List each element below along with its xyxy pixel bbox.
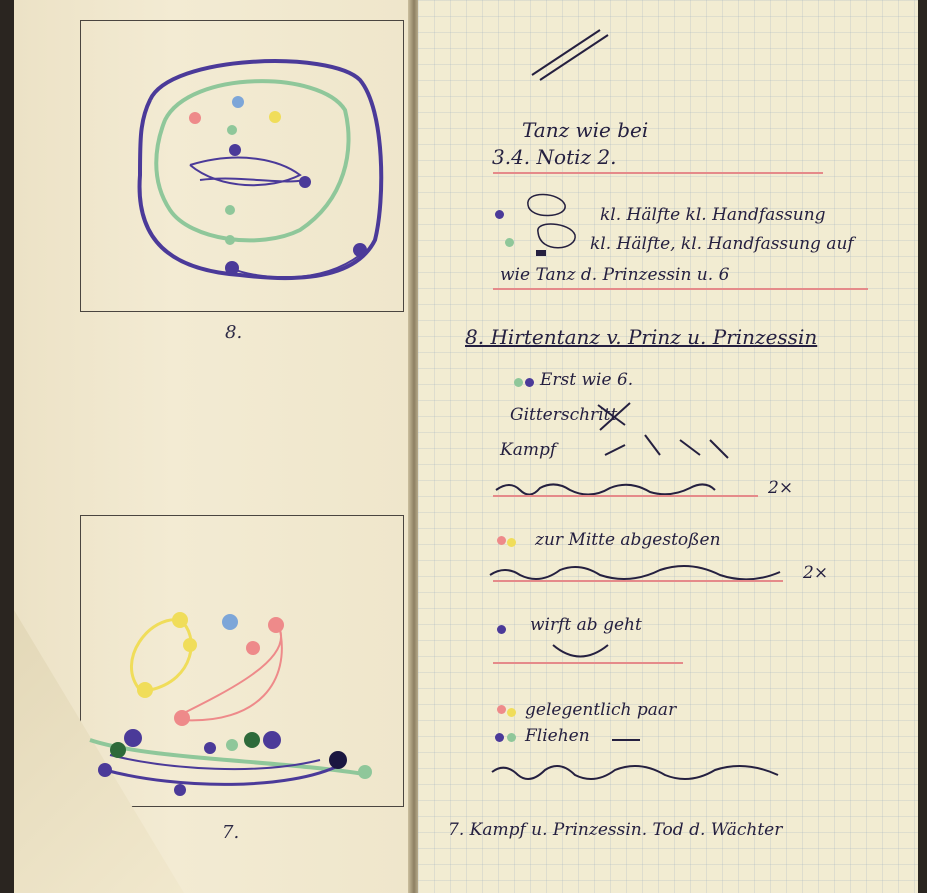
violet-dot [497,625,506,634]
section-8-title: 8. Hirtentanz v. Prinz u. Prinzessin [465,325,818,349]
red-rule [493,580,783,582]
entry-a-line-3: wie Tanz d. Prinzessin u. 6 [500,265,730,285]
section-8-line-6: gelegentlich paar [525,700,677,720]
section-8-repeat-1: 2× [768,478,794,498]
section-8-line-1: Erst wie 6. [540,370,634,390]
heading-line-2: 3.4. Notiz 2. [492,145,617,169]
section-8-line-4: zur Mitte abgestoßen [535,530,721,550]
red-dot [497,536,506,545]
green-dot [507,733,516,742]
section-8-line-3: Kampf [500,440,557,460]
red-rule [493,495,758,497]
yellow-dot [507,708,516,717]
footer-line: 7. Kampf u. Prinzessin. Tod d. Wächter [448,820,783,840]
section-8-line-5: wirft ab geht [530,615,642,635]
red-rule [493,662,683,664]
section-8-line-7: Fliehen [525,726,590,746]
yellow-dot [507,538,516,547]
section-8-line-2: Gitterschritt [510,405,618,425]
figure-7-label: 7. [222,822,240,843]
figure-8-label: 8. [225,322,243,343]
section-8-repeat-2: 2× [803,563,829,583]
entry-a-line-1: kl. Hälfte kl. Handfassung [600,205,826,225]
entry-a-line-2: kl. Hälfte, kl. Handfassung auf [590,234,854,254]
red-dot [497,705,506,714]
heading-line-1: Tanz wie bei [522,118,649,142]
violet-dot [495,733,504,742]
